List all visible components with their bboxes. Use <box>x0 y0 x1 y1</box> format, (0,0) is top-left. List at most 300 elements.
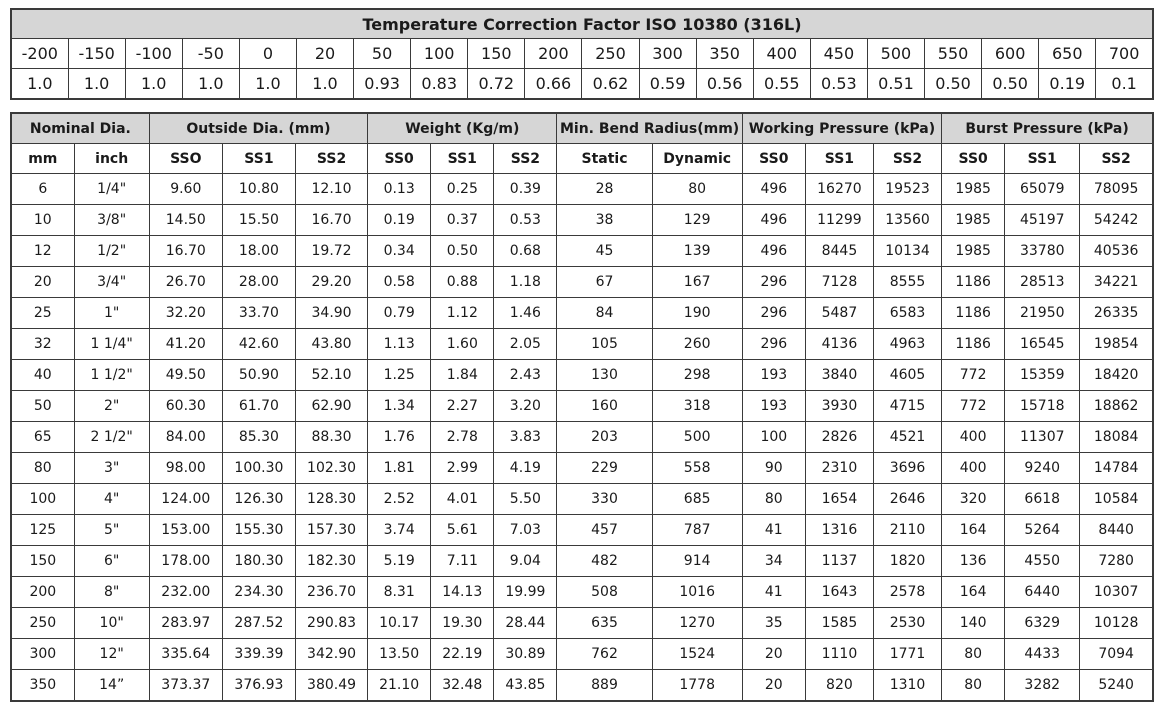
column-header: SS1 <box>1005 144 1080 174</box>
table-cell: 28 <box>557 174 652 205</box>
table-cell: 16545 <box>1005 329 1080 360</box>
factor-cell: 0.56 <box>696 69 753 100</box>
table-cell: 1778 <box>652 670 742 702</box>
column-header: SS1 <box>222 144 295 174</box>
table-cell: 232.00 <box>149 577 222 608</box>
factor-cell: 0.72 <box>468 69 525 100</box>
table-cell: 21.10 <box>368 670 431 702</box>
table-cell: 182.30 <box>295 546 367 577</box>
table-cell: 380.49 <box>295 670 367 702</box>
table-cell: 1.13 <box>368 329 431 360</box>
table-cell: 80 <box>942 639 1005 670</box>
table-cell: 33780 <box>1005 236 1080 267</box>
table-cell: 25 <box>11 298 74 329</box>
table-row <box>11 546 1153 577</box>
factor-cell: 1.0 <box>239 69 296 100</box>
table-cell: 287.52 <box>222 608 295 639</box>
table-cell: 1316 <box>805 515 873 546</box>
table-cell: 38 <box>557 205 652 236</box>
table-cell: 6" <box>74 546 149 577</box>
table-cell: 26.70 <box>149 267 222 298</box>
table-cell: 12.10 <box>295 174 367 205</box>
table-cell: 1524 <box>652 639 742 670</box>
table-cell: 0.79 <box>368 298 431 329</box>
table-cell: 5" <box>74 515 149 546</box>
factor-cell: 0.93 <box>354 69 411 100</box>
group-header: Nominal Dia. <box>11 113 149 144</box>
table-cell: 318 <box>652 391 742 422</box>
table-cell: 10.17 <box>368 608 431 639</box>
column-header: SS0 <box>742 144 805 174</box>
table-cell: 500 <box>652 422 742 453</box>
table-cell: 20 <box>742 639 805 670</box>
table-cell: 1186 <box>942 298 1005 329</box>
table-cell: 78095 <box>1080 174 1153 205</box>
table-cell: 80 <box>652 174 742 205</box>
table-cell: 28513 <box>1005 267 1080 298</box>
table-row <box>11 484 1153 515</box>
table-cell: 298 <box>652 360 742 391</box>
table-cell: 42.60 <box>222 329 295 360</box>
temperature-cell: 50 <box>354 39 411 69</box>
table-cell: 30.89 <box>494 639 557 670</box>
table-cell: 41 <box>742 577 805 608</box>
table-cell: 16.70 <box>149 236 222 267</box>
hose-spec-table <box>10 112 1154 702</box>
table-cell: 4521 <box>873 422 941 453</box>
table-cell: 1.81 <box>368 453 431 484</box>
table-cell: 20 <box>11 267 74 298</box>
table-cell: 19.72 <box>295 236 367 267</box>
table-cell: 1643 <box>805 577 873 608</box>
column-header: SS2 <box>295 144 367 174</box>
table-cell: 3" <box>74 453 149 484</box>
table-cell: 1654 <box>805 484 873 515</box>
table-cell: 10134 <box>873 236 941 267</box>
table-cell: 14784 <box>1080 453 1153 484</box>
table-cell: 234.30 <box>222 577 295 608</box>
table-cell: 150 <box>11 546 74 577</box>
table-cell: 155.30 <box>222 515 295 546</box>
table-cell: 4605 <box>873 360 941 391</box>
table-cell: 5.19 <box>368 546 431 577</box>
factor-cell: 0.50 <box>982 69 1039 100</box>
table-cell: 15359 <box>1005 360 1080 391</box>
table-cell: 350 <box>11 670 74 702</box>
table-cell: 342.90 <box>295 639 367 670</box>
table-cell: 1985 <box>942 236 1005 267</box>
table-cell: 160 <box>557 391 652 422</box>
factor-cell: 0.59 <box>639 69 696 100</box>
group-header: Min. Bend Radius(mm) <box>557 113 742 144</box>
sub-header-row <box>11 144 1153 174</box>
table-cell: 13560 <box>873 205 941 236</box>
spec-table-body <box>11 174 1153 702</box>
table-cell: 5264 <box>1005 515 1080 546</box>
table-cell: 43.85 <box>494 670 557 702</box>
table-cell: 5487 <box>805 298 873 329</box>
temperature-cell: 600 <box>982 39 1039 69</box>
table-cell: 1.46 <box>494 298 557 329</box>
table-cell: 250 <box>11 608 74 639</box>
table-cell: 772 <box>942 360 1005 391</box>
table-cell: 1 1/2" <box>74 360 149 391</box>
table-cell: 18084 <box>1080 422 1153 453</box>
table-cell: 164 <box>942 577 1005 608</box>
table-cell: 19854 <box>1080 329 1153 360</box>
table-cell: 65079 <box>1005 174 1080 205</box>
table-cell: 15718 <box>1005 391 1080 422</box>
temperature-cell: 700 <box>1096 39 1153 69</box>
table-cell: 508 <box>557 577 652 608</box>
table-cell: 1137 <box>805 546 873 577</box>
table-cell: 5.50 <box>494 484 557 515</box>
table-cell: 3.83 <box>494 422 557 453</box>
table-row <box>11 422 1153 453</box>
table-cell: 129 <box>652 205 742 236</box>
temperature-cell: 150 <box>468 39 525 69</box>
table-cell: 3.74 <box>368 515 431 546</box>
table-cell: 14.50 <box>149 205 222 236</box>
table-cell: 3.20 <box>494 391 557 422</box>
factor-cell: 1.0 <box>182 69 239 100</box>
table-cell: 28.00 <box>222 267 295 298</box>
table-cell: 5240 <box>1080 670 1153 702</box>
table-cell: 296 <box>742 267 805 298</box>
table-cell: 8.31 <box>368 577 431 608</box>
table-cell: 3282 <box>1005 670 1080 702</box>
table-cell: 1/4" <box>74 174 149 205</box>
temperature-correction-table <box>10 8 1154 100</box>
table-cell: 0.25 <box>431 174 494 205</box>
temperature-cell: 200 <box>525 39 582 69</box>
table-cell: 0.88 <box>431 267 494 298</box>
table-cell: 16270 <box>805 174 873 205</box>
table-cell: 125 <box>11 515 74 546</box>
factor-cell: 1.0 <box>296 69 353 100</box>
table-cell: 820 <box>805 670 873 702</box>
table-cell: 2.43 <box>494 360 557 391</box>
temperature-cell: 400 <box>753 39 810 69</box>
table-cell: 0.50 <box>431 236 494 267</box>
table-cell: 1.84 <box>431 360 494 391</box>
table-cell: 1.12 <box>431 298 494 329</box>
table-cell: 2.52 <box>368 484 431 515</box>
table-cell: 11299 <box>805 205 873 236</box>
table-cell: 10307 <box>1080 577 1153 608</box>
column-header: SS0 <box>368 144 431 174</box>
table-cell: 124.00 <box>149 484 222 515</box>
table-cell: 190 <box>652 298 742 329</box>
factor-cell: 0.62 <box>582 69 639 100</box>
table-cell: 320 <box>942 484 1005 515</box>
factor-cell: 0.50 <box>925 69 982 100</box>
table-cell: 236.70 <box>295 577 367 608</box>
group-header: Working Pressure (kPa) <box>742 113 941 144</box>
table-row <box>11 391 1153 422</box>
table-cell: 84 <box>557 298 652 329</box>
table-cell: 26335 <box>1080 298 1153 329</box>
table-cell: 296 <box>742 329 805 360</box>
table-cell: 105 <box>557 329 652 360</box>
table-cell: 1.76 <box>368 422 431 453</box>
table-cell: 13.50 <box>368 639 431 670</box>
factor-cell: 1.0 <box>68 69 125 100</box>
temperature-cell: -50 <box>182 39 239 69</box>
table-cell: 6583 <box>873 298 941 329</box>
table-cell: 32.48 <box>431 670 494 702</box>
factor-cell: 0.55 <box>753 69 810 100</box>
table-cell: 84.00 <box>149 422 222 453</box>
table-cell: 19.30 <box>431 608 494 639</box>
table-cell: 1016 <box>652 577 742 608</box>
table-cell: 14” <box>74 670 149 702</box>
temperature-cell: 100 <box>411 39 468 69</box>
group-header: Burst Pressure (kPa) <box>942 113 1153 144</box>
table-cell: 2310 <box>805 453 873 484</box>
temperature-cell: 650 <box>1039 39 1096 69</box>
factor-cell: 0.19 <box>1039 69 1096 100</box>
table-row <box>11 670 1153 702</box>
table-cell: 283.97 <box>149 608 222 639</box>
table-cell: 35 <box>742 608 805 639</box>
temperature-cell: 550 <box>925 39 982 69</box>
table-cell: 9.04 <box>494 546 557 577</box>
table-cell: 45 <box>557 236 652 267</box>
table-cell: 45197 <box>1005 205 1080 236</box>
table-row <box>11 174 1153 205</box>
table-cell: 10128 <box>1080 608 1153 639</box>
table-cell: 128.30 <box>295 484 367 515</box>
temperature-cell: 350 <box>696 39 753 69</box>
table-cell: 2.78 <box>431 422 494 453</box>
table-cell: 1.34 <box>368 391 431 422</box>
table-cell: 229 <box>557 453 652 484</box>
column-header: inch <box>74 144 149 174</box>
table-row <box>11 577 1153 608</box>
table-cell: 193 <box>742 391 805 422</box>
table-row <box>11 298 1153 329</box>
table-cell: 9.60 <box>149 174 222 205</box>
table-cell: 1110 <box>805 639 873 670</box>
table-cell: 558 <box>652 453 742 484</box>
table-cell: 0.37 <box>431 205 494 236</box>
table-cell: 4550 <box>1005 546 1080 577</box>
table-cell: 178.00 <box>149 546 222 577</box>
table-cell: 496 <box>742 236 805 267</box>
group-header: Weight (Kg/m) <box>368 113 557 144</box>
temperature-cell: 450 <box>810 39 867 69</box>
temperature-cell: 300 <box>639 39 696 69</box>
table-cell: 139 <box>652 236 742 267</box>
table-cell: 3696 <box>873 453 941 484</box>
table-cell: 19.99 <box>494 577 557 608</box>
table-cell: 4433 <box>1005 639 1080 670</box>
table-cell: 100 <box>11 484 74 515</box>
factor-cell: 0.51 <box>867 69 924 100</box>
group-header: Outside Dia. (mm) <box>149 113 367 144</box>
temperature-cell: -100 <box>125 39 182 69</box>
table-cell: 2110 <box>873 515 941 546</box>
table-cell: 16.70 <box>295 205 367 236</box>
column-header: Static <box>557 144 652 174</box>
table-row <box>11 267 1153 298</box>
table-cell: 32 <box>11 329 74 360</box>
column-header: SS1 <box>805 144 873 174</box>
table-cell: 10 <box>11 205 74 236</box>
table-cell: 61.70 <box>222 391 295 422</box>
table-cell: 2646 <box>873 484 941 515</box>
table-row <box>11 515 1153 546</box>
table-cell: 762 <box>557 639 652 670</box>
table-cell: 41 <box>742 515 805 546</box>
table-cell: 50.90 <box>222 360 295 391</box>
table-cell: 787 <box>652 515 742 546</box>
table-cell: 14.13 <box>431 577 494 608</box>
table-cell: 400 <box>942 453 1005 484</box>
group-header-row <box>11 113 1153 144</box>
table-cell: 8" <box>74 577 149 608</box>
table-cell: 65 <box>11 422 74 453</box>
table-cell: 1/2" <box>74 236 149 267</box>
table-cell: 4" <box>74 484 149 515</box>
table-cell: 330 <box>557 484 652 515</box>
table-cell: 0.58 <box>368 267 431 298</box>
table-cell: 2 1/2" <box>74 422 149 453</box>
table-cell: 62.90 <box>295 391 367 422</box>
table-cell: 43.80 <box>295 329 367 360</box>
table-cell: 3/8" <box>74 205 149 236</box>
table-row <box>11 205 1153 236</box>
table-cell: 400 <box>942 422 1005 453</box>
table-cell: 8555 <box>873 267 941 298</box>
table-cell: 1.18 <box>494 267 557 298</box>
table-cell: 29.20 <box>295 267 367 298</box>
table-cell: 1.60 <box>431 329 494 360</box>
column-header: SS2 <box>873 144 941 174</box>
column-header: SS1 <box>431 144 494 174</box>
table-cell: 3840 <box>805 360 873 391</box>
table-cell: 18420 <box>1080 360 1153 391</box>
table-cell: 6329 <box>1005 608 1080 639</box>
table-cell: 635 <box>557 608 652 639</box>
table-cell: 41.20 <box>149 329 222 360</box>
table-cell: 0.13 <box>368 174 431 205</box>
table-cell: 1 1/4" <box>74 329 149 360</box>
table-cell: 60.30 <box>149 391 222 422</box>
table-cell: 0.68 <box>494 236 557 267</box>
table-cell: 457 <box>557 515 652 546</box>
table-cell: 54242 <box>1080 205 1153 236</box>
table-cell: 11307 <box>1005 422 1080 453</box>
table-cell: 1" <box>74 298 149 329</box>
factor-cell: 1.0 <box>11 69 68 100</box>
table-cell: 685 <box>652 484 742 515</box>
table-cell: 7128 <box>805 267 873 298</box>
table-cell: 2530 <box>873 608 941 639</box>
table-cell: 300 <box>11 639 74 670</box>
table-cell: 496 <box>742 205 805 236</box>
table-cell: 496 <box>742 174 805 205</box>
table-cell: 10" <box>74 608 149 639</box>
column-header: SS0 <box>942 144 1005 174</box>
table-cell: 296 <box>742 298 805 329</box>
table-cell: 0.53 <box>494 205 557 236</box>
factor-cell: 0.66 <box>525 69 582 100</box>
table-cell: 7094 <box>1080 639 1153 670</box>
table-cell: 6440 <box>1005 577 1080 608</box>
table-cell: 0.19 <box>368 205 431 236</box>
table-cell: 19523 <box>873 174 941 205</box>
table-cell: 2.05 <box>494 329 557 360</box>
table-cell: 1985 <box>942 205 1005 236</box>
table-cell: 33.70 <box>222 298 295 329</box>
table-cell: 28.44 <box>494 608 557 639</box>
table-cell: 18862 <box>1080 391 1153 422</box>
table-cell: 339.39 <box>222 639 295 670</box>
table-cell: 153.00 <box>149 515 222 546</box>
temperature-cell: 500 <box>867 39 924 69</box>
table-cell: 2578 <box>873 577 941 608</box>
factor-cell: 0.1 <box>1096 69 1153 100</box>
table-cell: 164 <box>942 515 1005 546</box>
table-cell: 40 <box>11 360 74 391</box>
table-cell: 260 <box>652 329 742 360</box>
table-cell: 49.50 <box>149 360 222 391</box>
table-cell: 4136 <box>805 329 873 360</box>
table-row <box>11 236 1153 267</box>
table-row <box>11 608 1153 639</box>
table-row <box>11 329 1153 360</box>
table-cell: 140 <box>942 608 1005 639</box>
table-cell: 4.01 <box>431 484 494 515</box>
table-cell: 1585 <box>805 608 873 639</box>
table-cell: 4715 <box>873 391 941 422</box>
table-cell: 1.25 <box>368 360 431 391</box>
table-cell: 4963 <box>873 329 941 360</box>
table-cell: 50 <box>11 391 74 422</box>
temperature-cell: 20 <box>296 39 353 69</box>
table-cell: 335.64 <box>149 639 222 670</box>
table-cell: 10.80 <box>222 174 295 205</box>
table-cell: 0.39 <box>494 174 557 205</box>
table-cell: 1985 <box>942 174 1005 205</box>
table-cell: 15.50 <box>222 205 295 236</box>
table-cell: 80 <box>942 670 1005 702</box>
table-cell: 4.19 <box>494 453 557 484</box>
temperature-cell: 0 <box>239 39 296 69</box>
table-cell: 167 <box>652 267 742 298</box>
table-cell: 34.90 <box>295 298 367 329</box>
table-cell: 6 <box>11 174 74 205</box>
correction-factor-row <box>11 69 1153 100</box>
column-header: SS2 <box>1080 144 1153 174</box>
table-cell: 1771 <box>873 639 941 670</box>
table-cell: 3/4" <box>74 267 149 298</box>
column-header: SSO <box>149 144 222 174</box>
table-cell: 12" <box>74 639 149 670</box>
table-cell: 193 <box>742 360 805 391</box>
table-cell: 3930 <box>805 391 873 422</box>
table-cell: 290.83 <box>295 608 367 639</box>
table-cell: 136 <box>942 546 1005 577</box>
table-cell: 6618 <box>1005 484 1080 515</box>
table-cell: 0.34 <box>368 236 431 267</box>
table-cell: 34 <box>742 546 805 577</box>
table-cell: 1270 <box>652 608 742 639</box>
table-cell: 203 <box>557 422 652 453</box>
table-cell: 18.00 <box>222 236 295 267</box>
